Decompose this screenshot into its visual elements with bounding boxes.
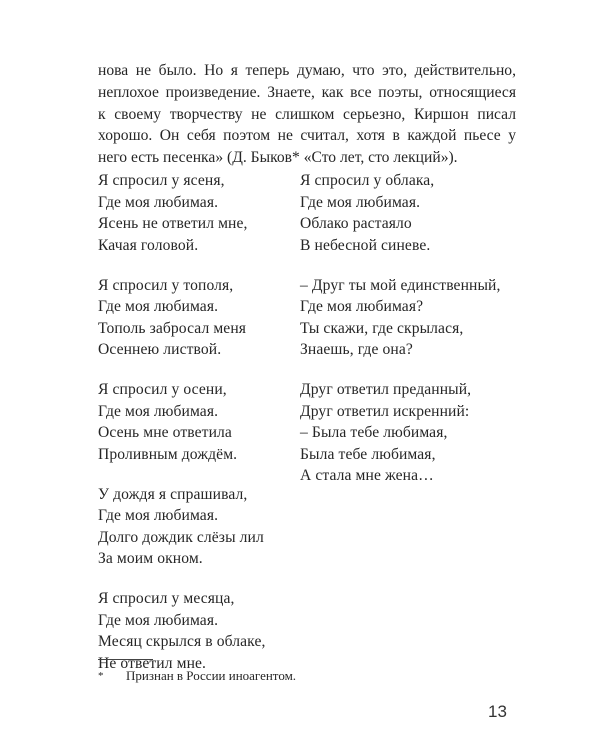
intro-paragraph	[98, 60, 516, 169]
poem-line: Качая головой.	[98, 236, 199, 254]
poem-line: Ясень не ответил мне,	[98, 215, 248, 232]
poem-line: Ты скажи, где скрылася,	[300, 319, 464, 337]
poem-line: Не ответил мне.	[98, 654, 207, 672]
poem-stanza	[98, 170, 265, 256]
footnote-text: Признан в России иноагентом.	[126, 668, 297, 683]
poem-line: Где моя любимая.	[98, 193, 219, 211]
intro-line: к своему творчеству не слишком серьезно, Киршон писал	[98, 105, 516, 123]
poem-line: Осеннею листвой.	[98, 341, 222, 358]
poem-stanza	[300, 170, 501, 256]
poem-line: Я спросил у ясеня,	[98, 172, 225, 189]
poem-line: Друг ответил искренний:	[300, 402, 470, 420]
intro-line: него есть песенка» (Д. Быков* «Сто лет, сто лекций»).	[98, 149, 458, 167]
poem-line: У дождя я спрашивал,	[98, 485, 248, 503]
poem-line: Где моя любимая.	[300, 193, 421, 211]
intro-line: хорошо. Он себя поэтом не считал, хотя в каждой пьесе у	[98, 127, 516, 145]
poem-line: Где моя любимая?	[300, 298, 424, 315]
poem-line: А стала мне жена…	[300, 467, 434, 484]
poem-line: Проливным дождём.	[98, 445, 238, 463]
intro-line: нова не было. Но я теперь думаю, что это, действительно,	[98, 62, 516, 79]
poem-line: Тополь забросал меня	[98, 319, 247, 337]
poem-line: Где моя любимая.	[98, 611, 219, 629]
poem-right-column	[300, 170, 501, 505]
poem-line: Долго дождик слёзы лил	[98, 528, 264, 546]
poem-line: Я спросил у тополя,	[98, 276, 234, 294]
intro-line: неплохое произведение. Знаете, как все поэты, относящиеся	[98, 83, 516, 101]
poem-line: Я спросил у облака,	[300, 172, 435, 189]
poem-line: Друг ответил преданный,	[300, 381, 472, 398]
poem-line: В небесной синеве.	[300, 236, 431, 254]
poem-stanza	[98, 379, 265, 465]
poem-line: Я спросил у месяца,	[98, 590, 235, 607]
poem-line: Осень мне ответила	[98, 424, 232, 441]
poem-line: – Друг ты мой единственный,	[300, 276, 501, 294]
poem-stanza	[98, 588, 265, 674]
footnote-divider	[98, 659, 153, 660]
poem-left-column	[98, 170, 265, 693]
poem-line: Облако растаяло	[300, 215, 412, 232]
poem-stanza	[98, 484, 265, 570]
poem-line: Знаешь, где она?	[300, 341, 413, 358]
footnote-mark: *	[98, 670, 104, 682]
poem-stanza	[98, 275, 265, 361]
poem-line: За моим окном.	[98, 550, 203, 567]
poem-stanza	[300, 275, 501, 361]
poem-line: Была тебе любимая,	[300, 445, 436, 463]
poem-line: Где моя любимая.	[98, 402, 219, 420]
poem-line: Где моя любимая.	[98, 298, 219, 315]
poem-stanza	[300, 379, 501, 487]
poem-line: – Была тебе любимая,	[300, 424, 448, 441]
poem-line: Я спросил у осени,	[98, 381, 227, 398]
footnote	[98, 667, 296, 685]
page-number: 13	[488, 702, 507, 721]
poem-line: Где моя любимая.	[98, 507, 219, 524]
poem-line: Месяц скрылся в облаке,	[98, 633, 266, 650]
